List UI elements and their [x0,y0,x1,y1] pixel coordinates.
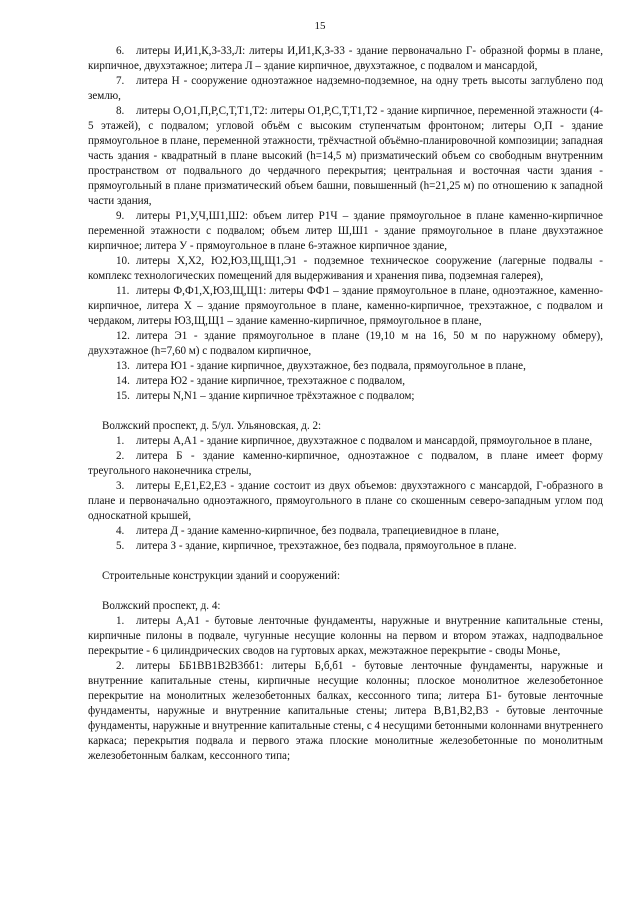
item-number: 7. [116,75,125,87]
item-number: 10. [116,255,130,267]
list-item [88,209,603,254]
item-text: литеры И,И1,К,З-З3,Л: литеры И,И1,К,З-З3 - здание первоначально Г- образной формы в плане, кирпичное, двухэтажное; литера Л – здание кирпичное, двухэтажное, с подвалом и мансардой, [88,45,603,72]
item-text: литера Д - здание каменно-кирпичное, без подвала, трапециевидное в плане, [136,525,500,537]
item-number: 12. [116,330,130,342]
item-number: 11. [116,285,130,297]
item-text: литеры Е,Е1,Е2,Е3 - здание состоит из двух объемов: двухэтажного с мансардой, Г-образного в плане и первоначально одноэтажного, прямоугольного в плане со скошенным северо-западным углом под односкатной крышей, [88,480,603,522]
body-text [88,44,603,764]
item-number: 1. [116,435,125,447]
list-item [88,284,603,329]
list-item [88,524,603,539]
structures-list [88,614,603,764]
list-item [88,254,603,284]
item-number: 15. [116,390,130,402]
item-number: 8. [116,105,125,117]
item-text: литеры Ф,Ф1,Х,Ю3,Щ,Щ1: литеры ФФ1 – здание прямоугольное в плане, одноэтажное, каменно-кирпичное, литера Х – здание прямоугольное в плане, каменно-кирпичное, трехэтажное, с подвалом и чердаком, литеры Ю3,Щ,Щ1 – здание каменно-кирпичное, прямоугольное в плане, [88,285,603,327]
list-item [88,449,603,479]
item-number: 13. [116,360,130,372]
section-heading: Строительные конструкции зданий и сооружений: [102,570,341,582]
item-number: 14. [116,375,130,387]
item-number: 6. [116,45,125,57]
item-text: литера З - здание, кирпичное, трехэтажное, без подвала, прямоугольное в плане. [136,540,517,552]
list-item [88,479,603,524]
list-item [88,359,603,374]
item-text: литеры О,О1,П,Р,С,Т,Т1,Т2: литеры О1,Р,С,Т,Т1,Т2 - здание кирпичное, переменной этажности (4-5 этажей), с подвалом; угловой объём с высоким ступенчатым фронтоном; литеры О,П - здание прямоугольное в плане, переменной этажности, трёхчастной объёмно-планировочной композиции; западная часть здания - квадратный в плане высокий (h=14,5 м) призматический объем со свободным внутренним пространством от подвального до чердачного перекрытия; центральная и восточная части здания - прямоугольный в плане призматический объем башни, повышенный (h=21,25 м) по отношению к западной части здания, [88,105,603,207]
list-item [88,374,603,389]
list-item [88,389,603,404]
list-item [88,104,603,209]
item-number: 5. [116,540,125,552]
address-heading-2: Волжский проспект, д. 5/ул. Ульяновская, д. 2: [102,420,322,432]
item-text: литера Н - сооружение одноэтажное надземно-подземное, на одну треть высоты заглублено под землю, [88,75,603,102]
buildings-list-1 [88,44,603,404]
item-number: 9. [116,210,125,222]
list-item [88,74,603,104]
item-number: 2. [116,660,125,672]
item-text: литера Б - здание каменно-кирпичное, одноэтажное с подвалом, в плане имеет форму треугольного наконечника стрелы, [88,450,603,477]
item-text: литера Ю1 - здание кирпичное, двухэтажное, без подвала, прямоугольное в плане, [136,360,526,372]
page-number: 15 [314,20,326,32]
list-item [88,44,603,74]
list-item [88,539,603,554]
buildings-list-2 [88,434,603,554]
item-text: литеры А,А1 - здание кирпичное, двухэтажное с подвалом и мансардой, прямоугольное в плане, [136,435,593,447]
item-number: 3. [116,480,125,492]
item-number: 2. [116,450,125,462]
item-text: литеры А,А1 - бутовые ленточные фундаменты, наружные и внутренние капитальные стены, кирпичные пилоны в подвале, чугунные несущие колонны на первом и втором этажах, надподвальное перекрытие - 6 цилиндрических сводов на гуртовых арках, межэтажное перекрытие - своды Монье, [88,615,603,657]
list-item [88,434,603,449]
item-text: литера Ю2 - здание кирпичное, трехэтажное с подвалом, [136,375,406,387]
item-text: литеры N,N1 – здание кирпичное трёхэтажное с подвалом; [136,390,415,402]
item-text: литеры Р1,У,Ч,Ш1,Ш2: объем литер Р1Ч – здание прямоугольное в плане каменно-кирпичное переменной этажности с подвалом; объем литер Ш,Ш1 - здание прямоугольное в плане двухэтажное кирпичное; литера У - прямоугольное в плане 6-этажное кирпичное здание, [88,210,603,252]
item-text: литеры Х,Х2, Ю2,Ю3,Щ,Щ1,Э1 - подземное техническое сооружение (лагерные подвалы - комплекс технологических помещений для выдерживания и хранения пива, подземная галерея), [88,255,603,282]
item-text: литера Э1 - здание прямоугольное в плане (19,10 м на 16, 50 м по наружному обмеру), двухэтажное (h=7,60 м) с подвалом кирпичное, [88,330,603,357]
address-heading-3: Волжский проспект, д. 4: [102,600,221,612]
item-number: 1. [116,615,125,627]
item-text: литеры ББ1ВВ1В2В3бб1: литеры Б,б,б1 - бутовые ленточные фундаменты, наружные и внутренние капитальные стены, кирпичные несущие колонны; плоское монолитное железобетонное перекрытие на монолитных железобетонных балках, кессонного типа; литера Б1- бутовые ленточные фундаменты, наружные и внутренние капитальные стены; литера В,В1,В2,В3 - бутовые ленточные фундаменты, наружные и внутренние капитальные стены, с 4 несущими бетонными колоннами внутреннего каркаса; перекрытия подвала и первого этажа плоские монолитные железобетонные по монолитным железобетонным балкам, кессонного типа; [88,660,603,762]
list-item [88,614,603,659]
list-item [88,659,603,764]
list-item [88,329,603,359]
item-number: 4. [116,525,125,537]
